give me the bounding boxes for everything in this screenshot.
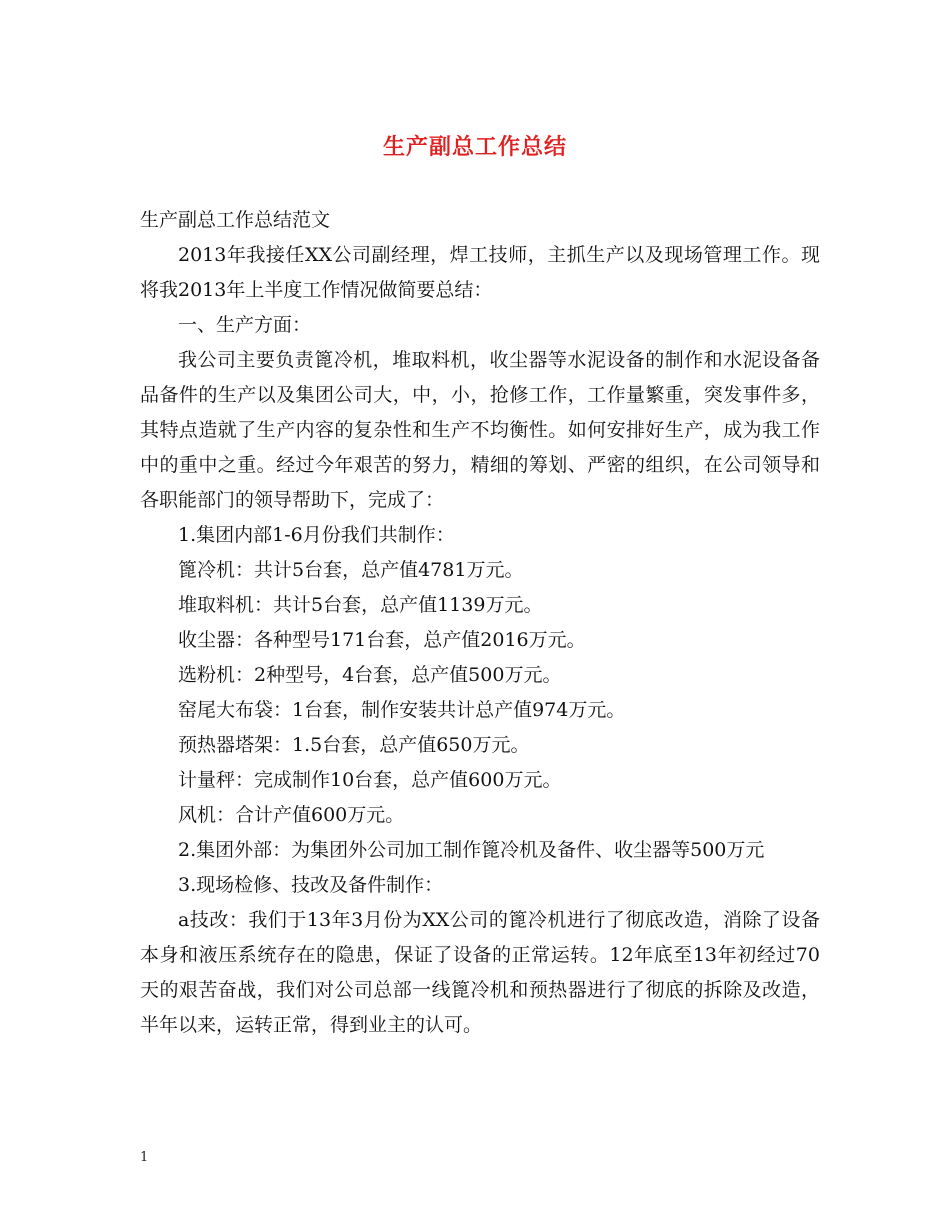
list-heading-external: 2.集团外部：为集团外公司加工制作篦冷机及备件、收尘器等500万元 xyxy=(178,839,765,861)
section-heading-production: 一、生产方面： xyxy=(178,314,312,336)
paragraph-retrofit: a技改：我们于13年3月份为XX公司的篦冷机进行了彻底改造，消除了设备本身和液压系统存在的隐患，保证了设备的正常运转。12年底至13年初经过70天的艰苦奋战，我们对公司总部一线篦冷机和预热器进行了彻底的拆除及改造，半年以来，运转正常，得到业主的认可。 xyxy=(140,909,820,1036)
paragraph-production-overview: 我公司主要负责篦冷机，堆取料机，收尘器等水泥设备的制作和水泥设备备品备件的生产以及集团公司大，中，小，抢修工作，工作量繁重，突发事件多，其特点造就了生产内容的复杂性和生产不均衡性。如何安排好生产，成为我工作中的重中之重。经过今年艰苦的努力，精细的筹划、严密的组织，在公司领导和各职能部门的领导帮助下，完成了： xyxy=(140,349,820,511)
list-item-preheater-tower: 预热器塔架：1.5台套，总产值650万元。 xyxy=(178,734,530,756)
document-subtitle: 生产副总工作总结范文 xyxy=(140,209,331,231)
list-item-fan: 风机：合计产值600万元。 xyxy=(178,804,405,826)
page-number: 1 xyxy=(140,1150,149,1165)
list-item-dust-collector: 收尘器：各种型号171台套，总产值2016万元。 xyxy=(178,629,586,651)
paragraph-intro: 2013年我接任XX公司副经理，焊工技师，主抓生产以及现场管理工作。现将我2013年上半度工作情况做简要总结： xyxy=(140,244,820,301)
list-item-kiln-bag: 窑尾大布袋：1台套，制作安装共计总产值974万元。 xyxy=(178,699,626,721)
list-item-weighing-scale: 计量秤：完成制作10台套，总产值600万元。 xyxy=(178,769,562,791)
document-title: 生产副总工作总结 xyxy=(382,135,567,160)
list-item-grate-cooler: 篦冷机：共计5台套，总产值4781万元。 xyxy=(178,559,524,581)
list-heading-maintenance: 3.现场检修、技改及备件制作： xyxy=(178,874,444,896)
list-heading-internal: 1.集团内部1-6月份我们共制作： xyxy=(178,524,455,546)
document-body xyxy=(140,203,820,1043)
list-item-stacker-reclaimer: 堆取料机：共计5台套，总产值1139万元。 xyxy=(178,594,543,616)
list-item-separator: 选粉机：2种型号，4台套，总产值500万元。 xyxy=(178,664,562,686)
